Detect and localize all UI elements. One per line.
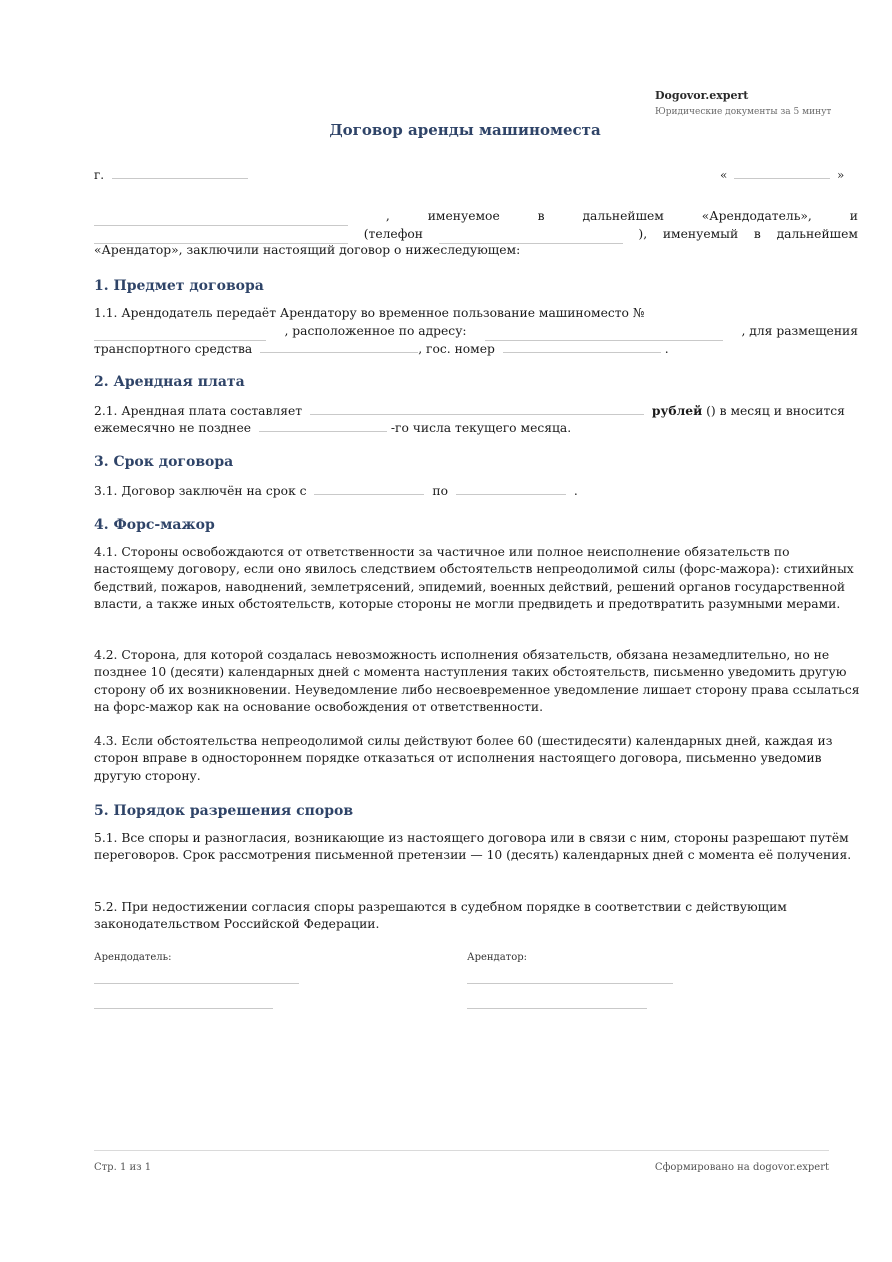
parties-line-1 <box>94 208 858 226</box>
address-blank <box>485 328 723 341</box>
section-title-2: 2. Арендная плата <box>94 374 245 390</box>
term-end-blank <box>456 482 566 495</box>
clause-text: . <box>664 342 669 356</box>
clause-text: 2.1. Арендная плата составляет <box>94 404 303 418</box>
city-blank <box>112 166 248 179</box>
parties-word: дальнейшем <box>582 209 664 223</box>
landlord-signature-line <box>94 983 299 984</box>
brand-name: Dogovor.expert <box>655 89 749 102</box>
document-title: Договор аренды машиноместа <box>329 121 601 139</box>
parties-word: «Арендодатель», <box>701 209 812 223</box>
clause-text: транспортного средства <box>94 342 253 356</box>
clause-2-1-line-2 <box>94 419 872 437</box>
currency-label: рублей <box>651 403 703 418</box>
landlord-name-blank <box>94 213 348 226</box>
phone-label: (телефон <box>363 227 423 241</box>
date-blank <box>734 166 830 179</box>
rent-amount-blank <box>310 402 644 415</box>
clause-text: () в месяц и вносится <box>702 404 845 418</box>
brand-block <box>655 89 875 119</box>
section-title-3: 3. Срок договора <box>94 454 234 470</box>
parties-word: именуемое <box>427 209 500 223</box>
city-field <box>94 166 248 183</box>
clause-1-1-line-1: 1.1. Арендодатель передаёт Арендатору во временное пользование машиноместо № <box>94 306 645 320</box>
city-prefix: г. <box>94 168 105 182</box>
parties-line-2 <box>94 226 858 244</box>
date-field <box>720 166 844 183</box>
vehicle-blank <box>260 340 418 353</box>
page-number: Стр. 1 из 1 <box>94 1162 152 1173</box>
clause-text: ежемесячно не позднее <box>94 421 252 435</box>
section-title-4: 4. Форс-мажор <box>94 517 215 533</box>
plate-number-blank <box>503 340 661 353</box>
parties-line-3: «Арендатор», заключили настоящий договор о нижеследующем: <box>94 243 521 257</box>
clause-3-1 <box>94 482 872 500</box>
footer-divider <box>94 1150 829 1151</box>
landlord-signature-label: Арендодатель: <box>94 952 172 963</box>
parties-word: в <box>753 227 761 241</box>
section-title-5: 5. Порядок разрешения споров <box>94 803 354 819</box>
footer-generated-note: Сформировано на dogovor.expert <box>654 1162 829 1173</box>
parties-word: дальнейшем <box>776 227 858 241</box>
tenant-signature-label: Арендатор: <box>467 952 527 963</box>
clause-2-1-line-1 <box>94 402 872 420</box>
clause-5-2: 5.2. При недостижении согласия споры разрешаются в судебном порядке в соответствии с действующим законодательством Российской Федерации. <box>94 900 787 932</box>
tenant-name-line <box>467 1008 647 1009</box>
parties-word: и <box>849 209 858 223</box>
clause-text: 3.1. Договор заключён на срок с <box>94 484 307 498</box>
parties-word: именуемый <box>662 227 739 241</box>
clause-text: -го числа текущего месяца. <box>390 421 572 435</box>
brand-tagline: Юридические документы за 5 минут <box>655 107 832 117</box>
clause-1-1-line-3 <box>94 340 858 359</box>
clause-4-2: 4.2. Сторона, для которой создалась невозможность исполнения обязательств, обязана незамедлительно, но не позднее 10 (десяти) календарных дней с момента наступления таких обстоятельств, письменно уведомить другую сторону об их возникновении. Неуведомление либо несвоевременное уведомление лишает сторону права ссылаться на форс-мажор как на основание освобождения от ответственности. <box>94 648 860 714</box>
clause-4-3: 4.3. Если обстоятельства непреодолимой силы действуют более 60 (шестидесяти) календарных дней, каждая из сторон вправе в одностороннем порядке отказаться от исполнения настоящего договора, письменно уведомив другую сторону. <box>94 734 833 783</box>
parties-word: ), <box>638 227 648 241</box>
landlord-name-line <box>94 1008 273 1009</box>
term-start-blank <box>314 482 424 495</box>
clause-text: . <box>573 484 578 498</box>
clause-text: по <box>432 484 449 498</box>
clause-1-1-line-2 <box>94 323 858 341</box>
clause-text: , для размещения <box>741 324 858 338</box>
clause-4-1: 4.1. Стороны освобождаются от ответственности за частичное или полное неисполнение обязательств по настоящему договору, если оно явилось следствием обстоятельств непреодолимой силы (форс-мажора): стихийных бедствий, пожаров, наводнений, землетрясений, эпидемий, военных действий, решений органов государственной власти, а также иных обстоятельств, которые стороны не могли предвидеть и предотвратить разумными мерами. <box>94 545 854 611</box>
date-close-quote: » <box>837 168 845 182</box>
tenant-signature-line <box>467 983 673 984</box>
clause-text: , гос. номер <box>418 342 495 356</box>
clause-5-1: 5.1. Все споры и разногласия, возникающие из настоящего договора или в связи с ним, стороны разрешают путём переговоров. Срок рассмотрения письменной претензии — 10 (десять) календарных дней с момента её получения. <box>94 831 852 863</box>
section-title-1: 1. Предмет договора <box>94 278 264 294</box>
date-open-quote: « <box>720 168 728 182</box>
parking-number-blank <box>94 328 266 341</box>
payment-day-blank <box>259 419 387 432</box>
parties-comma: , <box>385 209 390 223</box>
parties-word: в <box>537 209 545 223</box>
clause-text: , расположенное по адресу: <box>284 324 467 338</box>
